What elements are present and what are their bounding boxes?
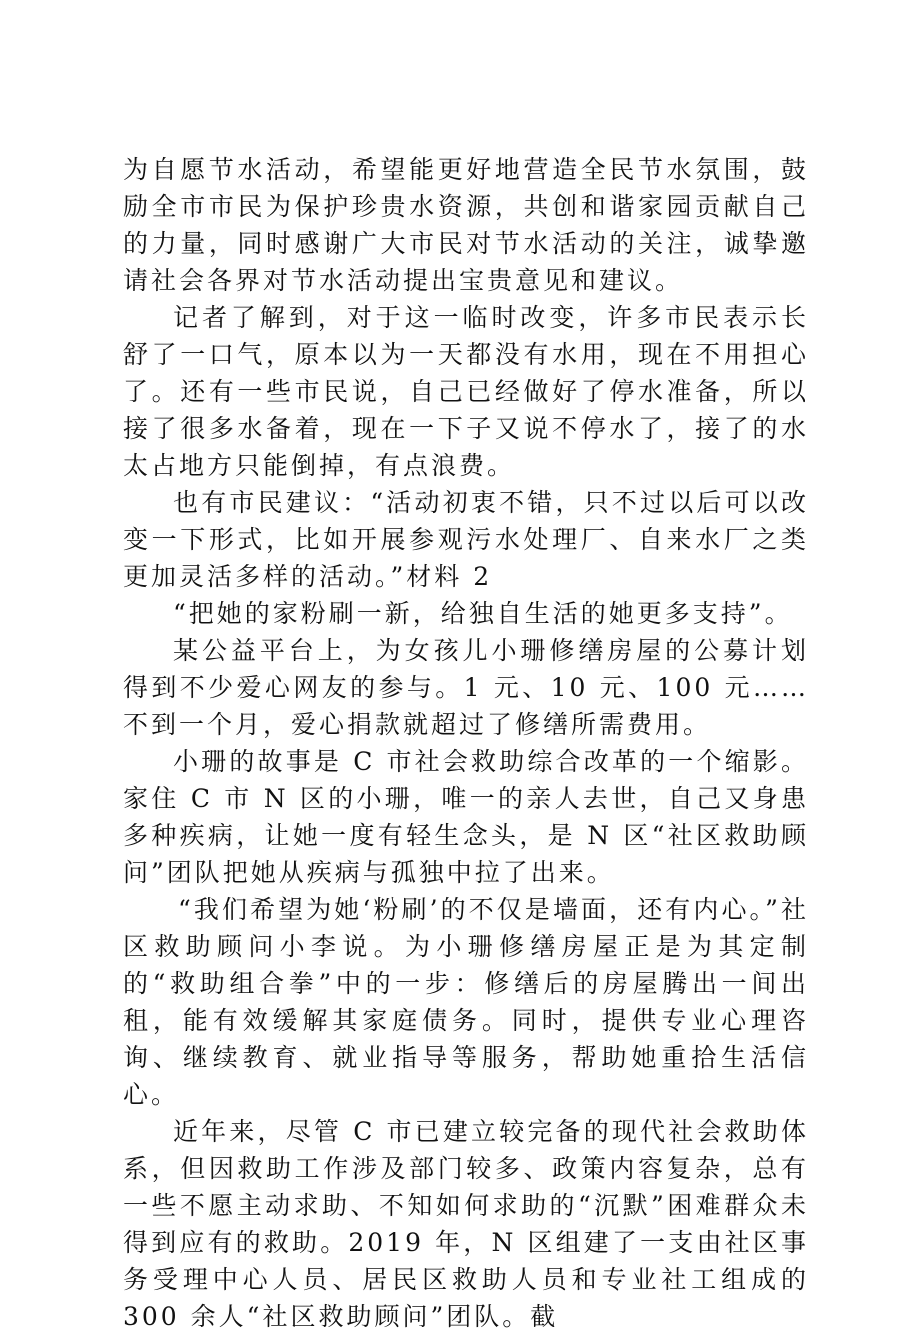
paragraph-quote-title: “把她的家粉刷一新，给独自生活的她更多支持”。 — [173, 599, 793, 628]
paragraph: 某公益平台上，为女孩儿小珊修缮房屋的公募计划得到不少爱心网友的参与。1 元、10 元、100 元……不到一个月，爱心捐款就超过了修缮所需费用。 — [123, 636, 809, 739]
paragraph: 近年来，尽管 C 市已建立较完备的现代社会救助体系，但因救助工作涉及部门较多、政策内容复杂，总有一些不愿主动求助、不知如何求助的“沉默”困难群众未得到应有的救助。2019 年，N 区组建了一支由社区事务受理中心人员、居民区救助人员和专业社工组成的 300 余人“社区救助顾问”团队。截 — [123, 1117, 809, 1331]
paragraph-continuation: 为自愿节水活动，希望能更好地营造全民节水氛围，鼓励全市市民为保护珍贵水资源，共创和谐家园贡献自己的力量，同时感谢广大市民对节水活动的关注，诚挚邀请社会各界对节水活动提出宝贵意见和建议。 — [123, 155, 809, 295]
paragraph: 记者了解到，对于这一临时改变，许多市民表示长舒了一口气，原本以为一天都没有水用，现在不用担心了。还有一些市民说，自己已经做好了停水准备，所以接了很多水备着，现在一下子又说不停水了，接了的水太占地方只能倒掉，有点浪费。 — [123, 303, 809, 480]
paragraph: “我们希望为她‘粉刷’的不仅是墙面，还有内心。”社区救助顾问小李说。为小珊修缮房屋正是为其定制的“救助组合拳”中的一步：修缮后的房屋腾出一间出租，能有效缓解其家庭债务。同时，提供专业心理咨询、继续教育、就业指导等服务，帮助她重拾生活信心。 — [123, 895, 809, 1109]
document-body — [123, 151, 809, 1335]
paragraph: 小珊的故事是 C 市社会救助综合改革的一个缩影。家住 C 市 N 区的小珊，唯一的亲人去世，自己又身患多种疾病，让她一度有轻生念头，是 N 区“社区救助顾问”团队把她从疾病与孤独中拉了出来。 — [123, 747, 809, 887]
paragraph: 也有市民建议：“活动初衷不错，只不过以后可以改变一下形式，比如开展参观污水处理厂、自来水厂之类更加灵活多样的活动。”材料 2 — [123, 488, 809, 591]
